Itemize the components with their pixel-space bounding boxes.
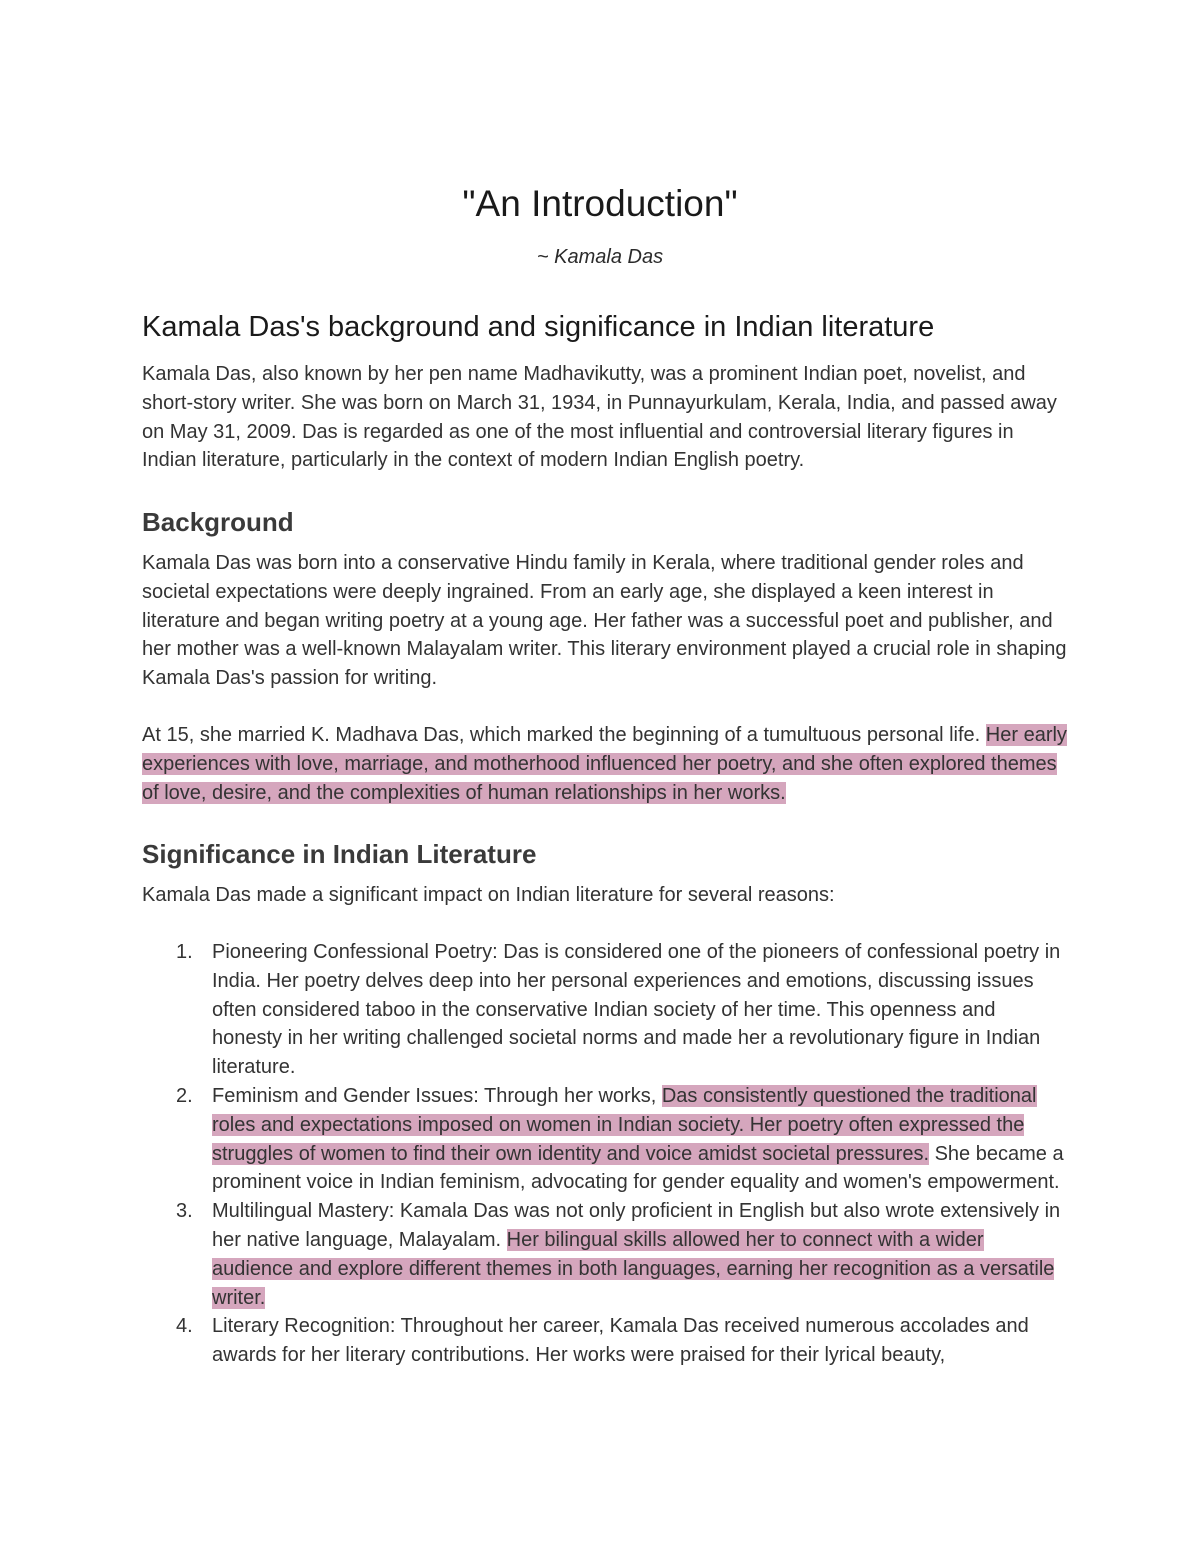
list-item-number: 3. <box>176 1200 193 1223</box>
list-item-text: Literary Recognition: Throughout her career, Kamala Das received numerous accolades and awards for her literary contributions. Her works were praised for their lyrical beauty, <box>212 1315 1029 1367</box>
background-paragraph-1: Kamala Das was born into a conservative Hindu family in Kerala, where traditional gender roles and societal expectations were deeply ingrained. From an early age, she displayed a keen interest in literature and began writing poetry at a young age. Her father was a successful poet and publisher, and her mother was a well-known Malayalam writer. This literary environment played a crucial role in shaping Kamala Das's passion for writing. <box>142 552 1067 690</box>
document-author: ~ Kamala Das <box>536 246 664 268</box>
list-item-text: Pioneering Confessional Poetry: Das is considered one of the pioneers of confessional poetry in India. Her poetry delves deep into her personal experiences and emotions, discussing issues often considered taboo in the conservative Indian society of her time. This openness and honesty in her writing challenged societal norms and made her a revolutionary figure in Indian literature. <box>212 941 1061 1079</box>
list-item-text: Multilingual Mastery: Kamala Das was not only proficient in English but also wrote extensively in her native language, Malayalam. <box>212 1200 1061 1251</box>
highlighted-text: Her bilingual skills allowed her to connect with a wider audience and explore different themes in both languages, earning her recognition as a versatile writer. <box>212 1228 1055 1309</box>
significance-lead: Kamala Das made a significant impact on Indian literature for several reasons: <box>142 884 835 906</box>
list-item-number: 1. <box>176 941 193 963</box>
background-paragraph-2 <box>142 721 1067 807</box>
document-title: "An Introduction" <box>462 183 738 224</box>
background-heading: Background <box>142 507 294 537</box>
highlighted-text: Das consistently questioned the traditional roles and expectations imposed on women in Indian society. Her poetry often expressed the struggles of women to find their own identity and voice amidst societal pressures. <box>212 1084 1037 1165</box>
intro-paragraph: Kamala Das, also known by her pen name Madhavikutty, was a prominent Indian poet, novelist, and short-story writer. She was born on March 31, 1934, in Punnayurkulam, Kerala, India, and passed away on May 31, 2009. Das is regarded as one of the most influential and controversial literary figures in Indian literature, particularly in the context of modern Indian English poetry. <box>142 363 1057 472</box>
significance-list <box>142 938 1067 1370</box>
list-item-text: Feminism and Gender Issues: Through her works, <box>212 1084 662 1107</box>
significance-heading: Significance in Indian Literature <box>142 839 537 869</box>
list-item <box>142 938 1067 1082</box>
list-item-text: She became a prominent voice in Indian feminism, advocating for gender equality and women's empowerment. <box>212 1142 1064 1194</box>
list-item <box>142 1197 1067 1312</box>
list-item-number: 2. <box>176 1084 193 1107</box>
list-item <box>142 1312 1067 1370</box>
list-item <box>142 1082 1067 1197</box>
background-paragraph-2-text: At 15, she married K. Madhava Das, which marked the beginning of a tumultuous personal life. <box>142 724 986 746</box>
list-item-number: 4. <box>176 1315 193 1338</box>
main-heading: Kamala Das's background and significance in Indian literature <box>142 311 935 343</box>
highlighted-text: Her early experiences with love, marriage, and motherhood influenced her poetry, and she often explored themes of love, desire, and the complexities of human relationships in her works. <box>142 724 1067 804</box>
